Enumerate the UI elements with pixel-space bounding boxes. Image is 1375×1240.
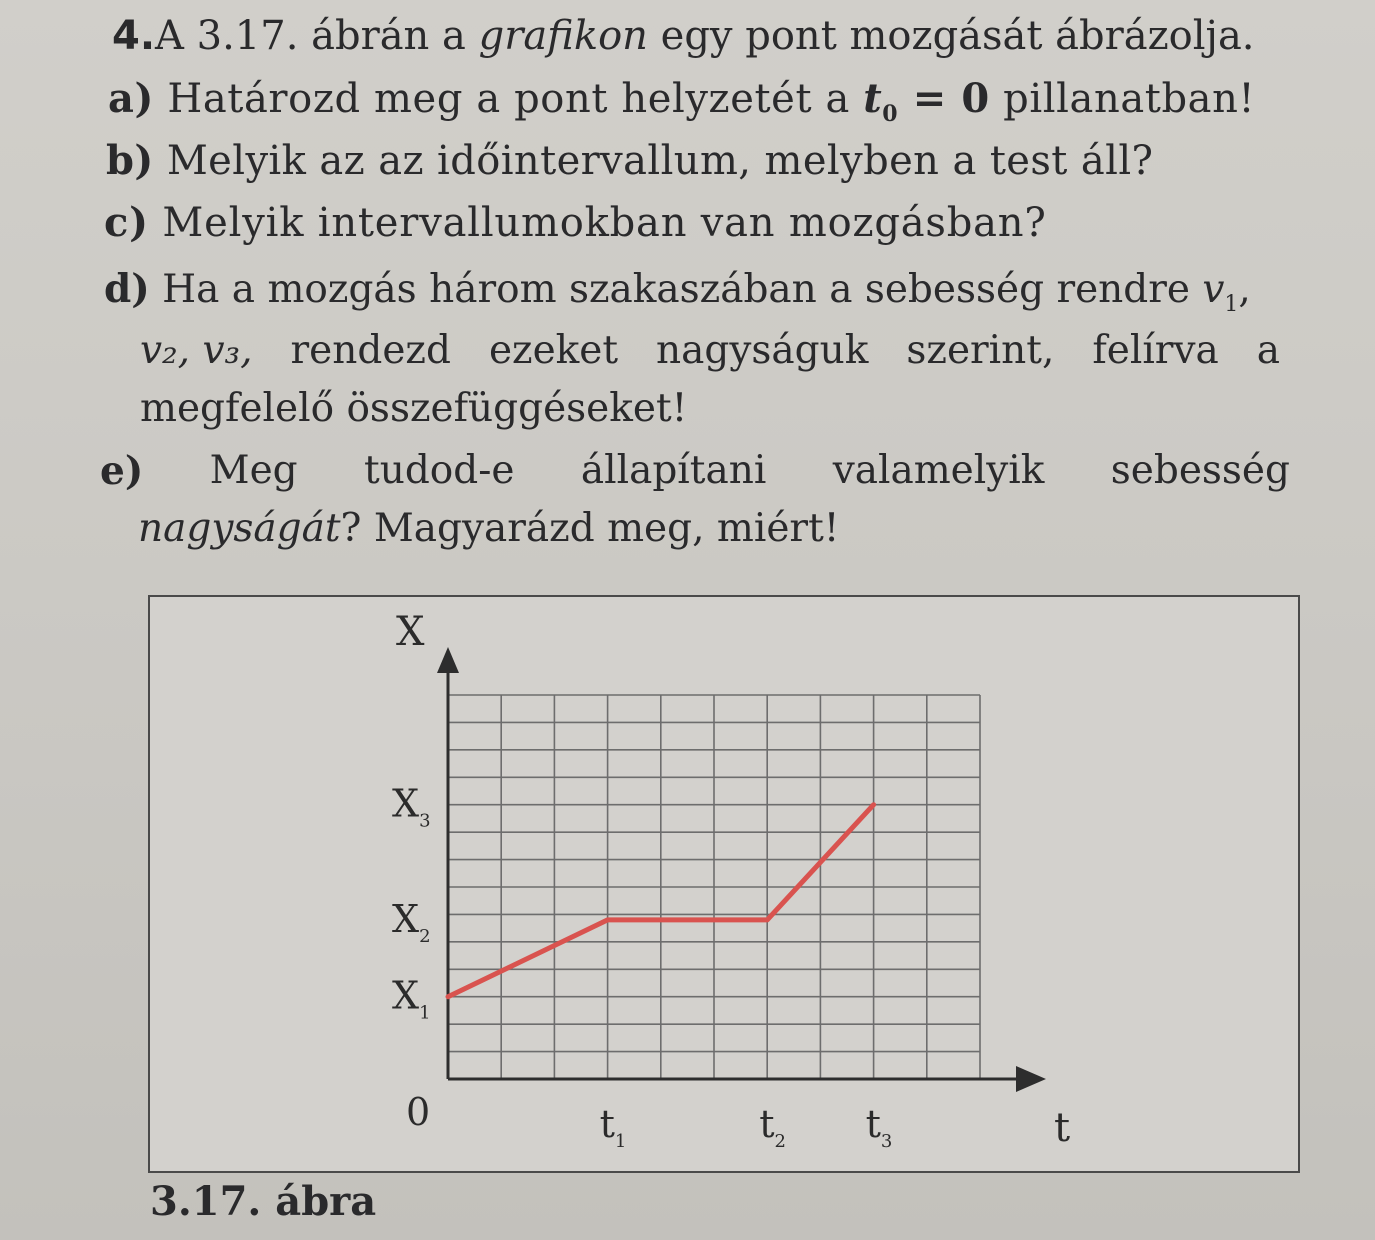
chart-labels (392, 609, 1070, 1152)
problem-number: 4. (112, 13, 156, 59)
y-tick-label-2: $X_2$ (392, 896, 431, 947)
question-e-line1: e) Meg tudod-e állapítani valamelyik sebesség (100, 448, 1290, 494)
question-e-line2: nagyságát? Magyarázd meg, miért! (138, 506, 840, 551)
x-tick-label-3: $t_3$ (865, 1102, 893, 1152)
chart-axes (437, 647, 1046, 1092)
figure-frame (148, 595, 1300, 1173)
problem-intro: 4.A 3.17. ábrán a grafikon egy pont mozgását ábrázolja. (112, 13, 1255, 59)
question-c: c) Melyik intervallumokban van mozgásban? (104, 199, 1047, 246)
position-time-chart (150, 597, 1298, 1171)
figure-caption: 3.17. ábra (150, 1178, 377, 1225)
x-axis-arrow (1016, 1066, 1046, 1092)
question-b: b) Melyik az az időintervallum, melyben a test áll? (106, 137, 1154, 184)
y-tick-label-1: $X_1$ (392, 973, 431, 1024)
y-axis-title: X (396, 609, 425, 655)
chart-grid (448, 695, 980, 1079)
origin-label: 0 (406, 1090, 431, 1134)
x-tick-label-2: $t_2$ (759, 1102, 786, 1152)
y-axis-arrow (437, 647, 459, 673)
question-a: a) Határozd meg a pont helyzetét a $t_0 = 0$ pillanatban! (108, 75, 1256, 127)
x-tick-label-1: $t_1$ (599, 1102, 627, 1152)
y-tick-label-3: $X_3$ (392, 781, 431, 832)
question-d-line3: megfelelő összefüggéseket! (140, 386, 688, 431)
question-d-line2: v₂, v₃, rendezd ezeket nagyságuk szerint, felírva a (140, 328, 1280, 373)
question-d-line1: d) Ha a mozgás három szakaszában a sebesség rendre $v_1$, (104, 266, 1251, 317)
x-axis-title: t (1054, 1105, 1071, 1151)
